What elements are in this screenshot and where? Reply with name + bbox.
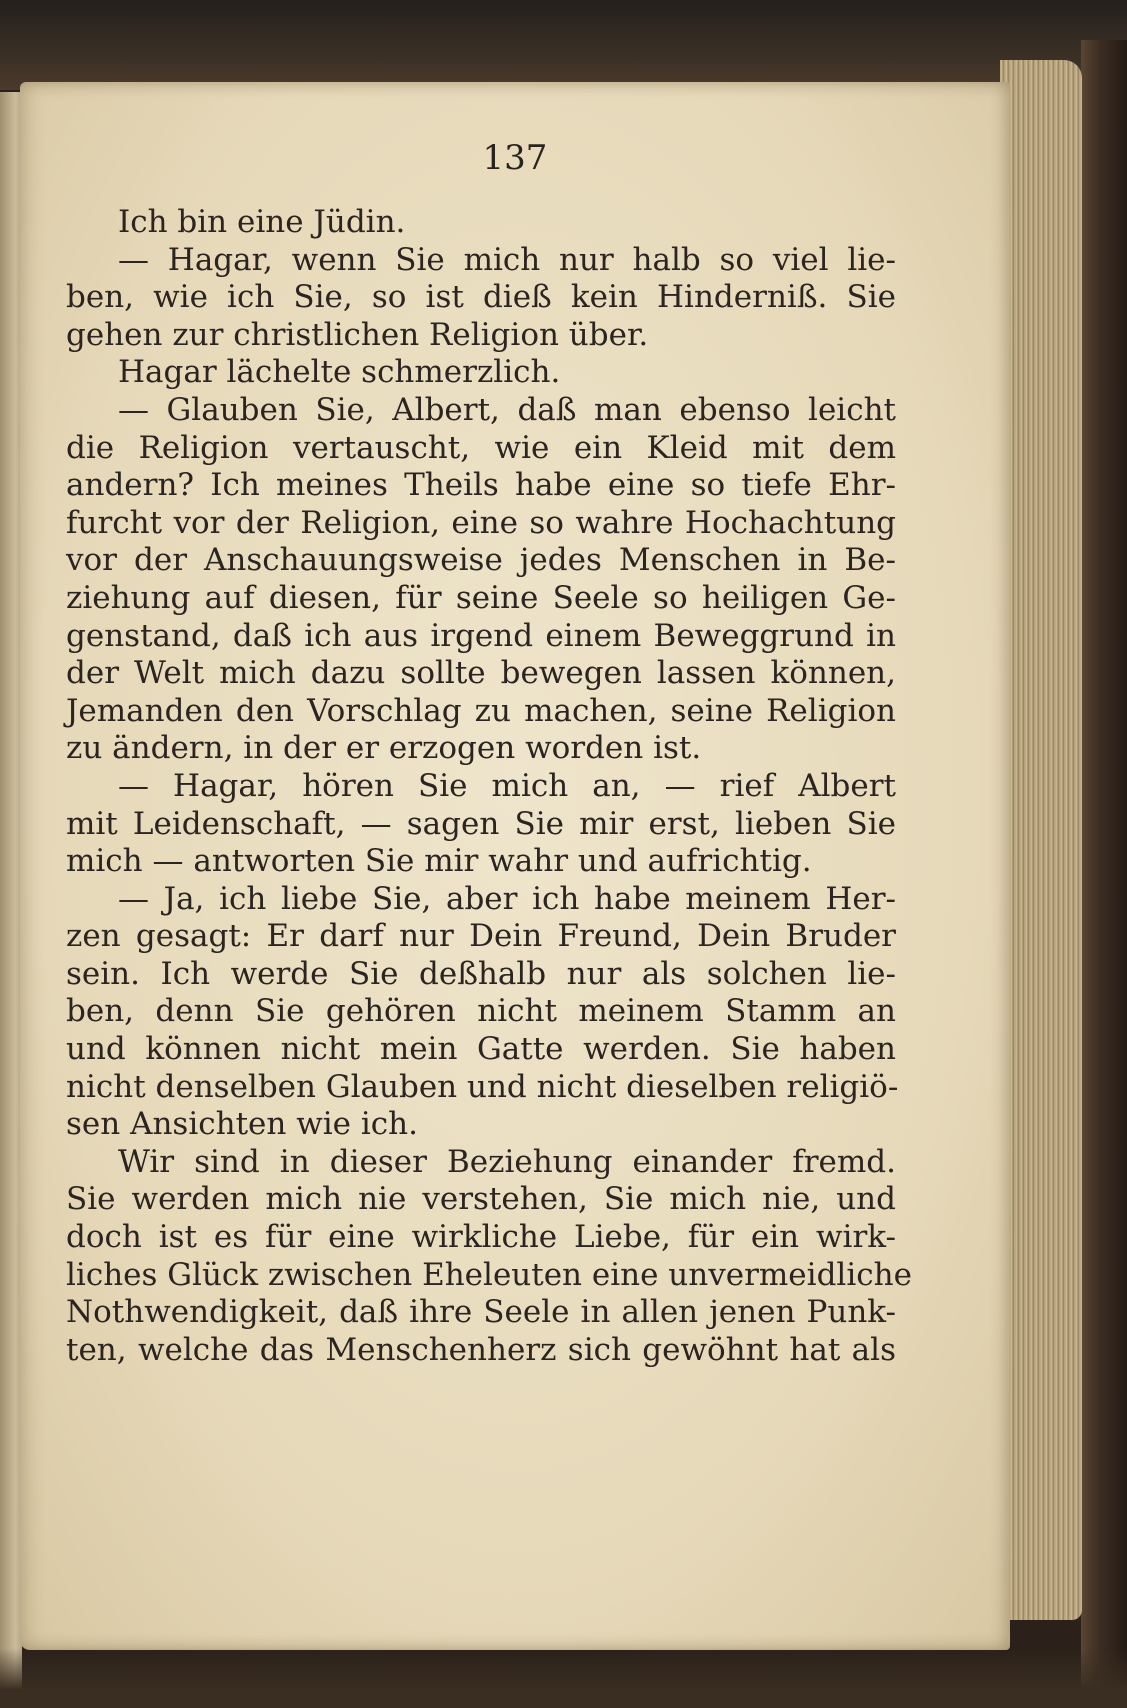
text-line: mit Leidenschaft, — sagen Sie mir erst, lieben Sie: [66, 805, 896, 842]
page-text: [66, 204, 912, 1369]
book-page: [20, 82, 1010, 1650]
text-line: zen gesagt: Er darf nur Dein Freund, Dein Bruder: [66, 918, 896, 955]
text-line: die Religion vertauscht, wie ein Kleid mit dem: [66, 429, 896, 466]
text-line: Nothwendigkeit, daß ihre Seele in allen jenen Punk-: [66, 1294, 896, 1331]
text-line: Hagar lächelte schmerzlich.: [118, 354, 561, 391]
text-line: ben, wie ich Sie, so ist dieß kein Hinderniß. Sie: [66, 279, 896, 316]
text-line: vor der Anschauungsweise jedes Menschen in Be-: [66, 542, 896, 579]
book-spine: [1081, 40, 1127, 1708]
text-line: genstand, daß ich aus irgend einem Beweggrund in: [66, 617, 896, 654]
page-edges: [1000, 60, 1082, 1620]
text-line: zu ändern, in der er erzogen worden ist.: [66, 730, 702, 767]
text-line: liches Glück zwischen Eheleuten eine unvermeidliche: [66, 1256, 912, 1293]
text-line: Wir sind in dieser Beziehung einander fremd.: [118, 1143, 896, 1180]
text-line: ben, denn Sie gehören nicht meinem Stamm an: [66, 993, 896, 1030]
text-line: nicht denselben Glauben und nicht dieselben religiö-: [66, 1068, 899, 1105]
text-line: Ich bin eine Jüdin.: [118, 204, 406, 240]
text-line: ziehung auf diesen, für seine Seele so heiligen Ge-: [66, 579, 896, 616]
text-line: sein. Ich werde Sie deßhalb nur als solchen lie-: [66, 955, 896, 992]
bottom-shadow: [0, 1648, 1127, 1708]
book-cover-top: [0, 0, 1127, 90]
text-line: mich — antworten Sie mir wahr und aufrichtig.: [66, 843, 812, 880]
text-line: ten, welche das Menschenherz sich gewöhnt hat als: [66, 1331, 896, 1368]
text-line: und können nicht mein Gatte werden. Sie haben: [66, 1031, 896, 1068]
text-line: Sie werden mich nie verstehen, Sie mich nie, und: [66, 1181, 896, 1218]
text-line: — Hagar, hören Sie mich an, — rief Albert: [118, 767, 896, 804]
text-line: andern? Ich meines Theils habe eine so tiefe Ehr-: [66, 467, 896, 504]
page-number: 137: [482, 138, 548, 178]
text-line: der Welt mich dazu sollte bewegen lassen können,: [66, 655, 896, 692]
text-line: — Hagar, wenn Sie mich nur halb so viel lie-: [118, 241, 896, 278]
text-line: — Glauben Sie, Albert, daß man ebenso leicht: [118, 391, 896, 428]
text-line: sen Ansichten wie ich.: [66, 1106, 418, 1143]
text-line: — Ja, ich liebe Sie, aber ich habe meinem Her-: [118, 880, 896, 917]
previous-page-edge: [0, 92, 22, 1708]
text-line: furcht vor der Religion, eine so wahre Hochachtung: [66, 504, 896, 541]
text-line: gehen zur christlichen Religion über.: [66, 316, 649, 353]
text-line: doch ist es für eine wirkliche Liebe, für ein wirk-: [66, 1219, 896, 1256]
text-line: Jemanden den Vorschlag zu machen, seine Religion: [66, 692, 896, 729]
